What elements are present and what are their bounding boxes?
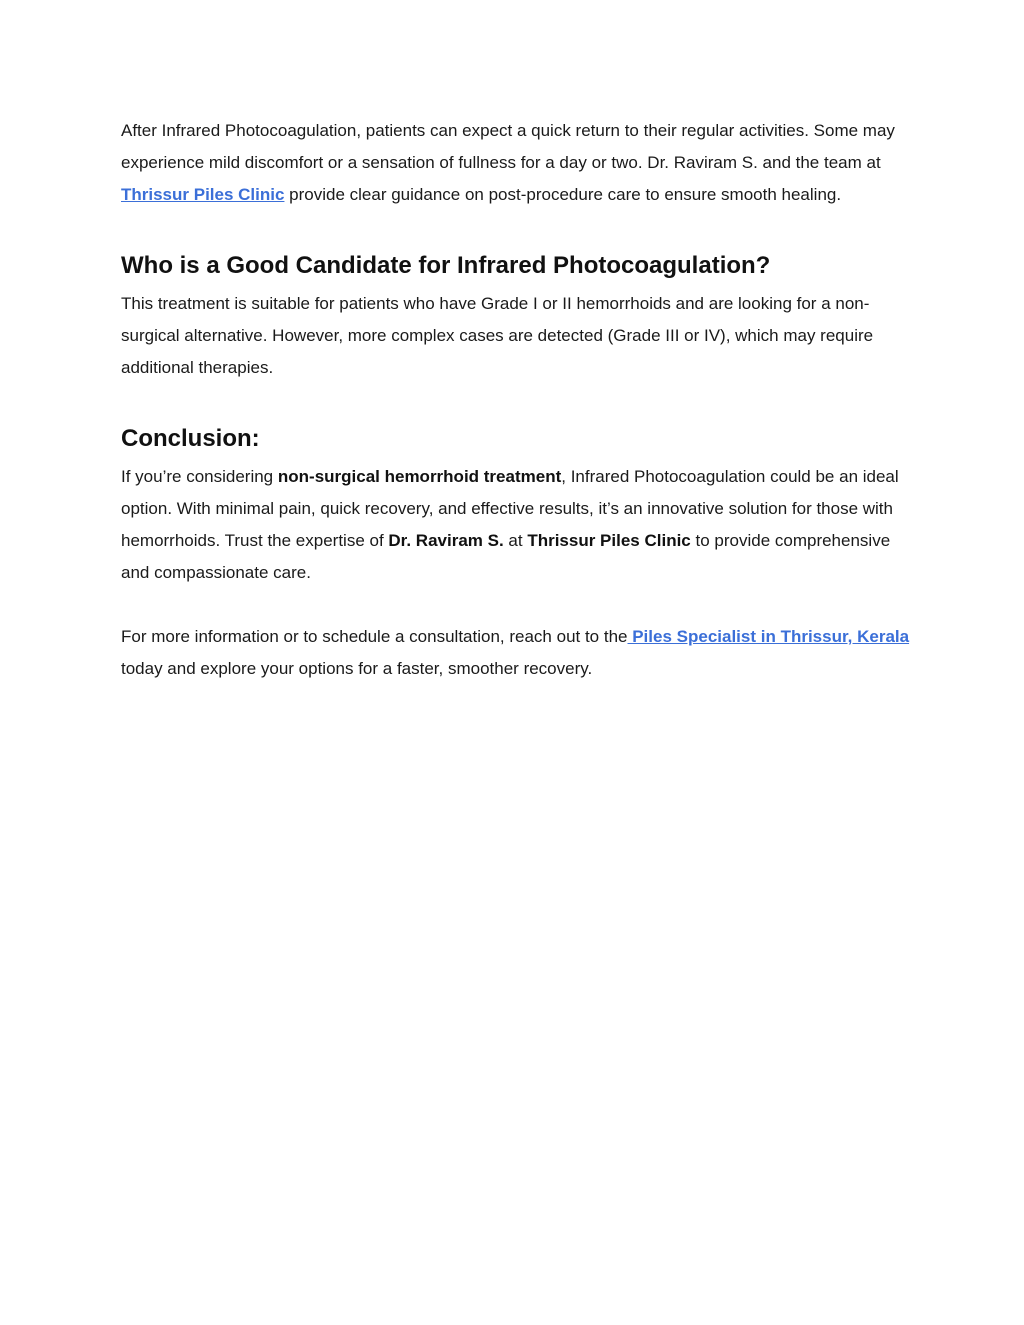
conclusion-text-3: at: [503, 531, 528, 550]
contact-paragraph: [121, 621, 911, 685]
conclusion-text-1: If you’re considering: [121, 467, 278, 486]
piles-specialist-link[interactable]: Piles Specialist in Thrissur, Kerala: [627, 627, 910, 646]
conclusion-paragraph: [121, 461, 911, 589]
contact-text-1: For more information or to schedule a consultation, reach out to the: [121, 627, 628, 646]
conclusion-bold-clinic: Thrissur Piles Clinic: [527, 531, 691, 550]
conclusion-bold-doctor: Dr. Raviram S.: [388, 531, 504, 550]
thrissur-piles-clinic-link[interactable]: Thrissur Piles Clinic: [121, 185, 285, 204]
intro-paragraph: [121, 115, 911, 211]
candidate-heading: Who is a Good Candidate for Infrared Photocoagulation?: [121, 252, 771, 279]
conclusion-text-2: , Infrared Photocoagulation could be an ideal option. With minimal pain, quick recovery, and effective results, it’s an innovative solution for those with hemorrhoids. Trust the expertise of: [121, 467, 899, 550]
intro-text-1: After Infrared Photocoagulation, patients can expect a quick return to their regular activities. Some may experience mild discomfort or a sensation of fullness for a day or two. Dr. Raviram S. and the team at: [121, 121, 895, 172]
candidate-paragraph: This treatment is suitable for patients who have Grade I or II hemorrhoids and are looking for a non-surgical alternative. However, more complex cases are detected (Grade III or IV), which may require additional therapies.: [121, 294, 874, 377]
intro-text-2: provide clear guidance on post-procedure care to ensure smooth healing.: [284, 185, 842, 204]
conclusion-heading: Conclusion:: [121, 425, 260, 452]
conclusion-text-4: to provide comprehensive and compassionate care.: [121, 531, 891, 582]
contact-text-2: today and explore your options for a faster, smoother recovery.: [121, 659, 593, 678]
conclusion-bold-treatment: non-surgical hemorrhoid treatment: [277, 467, 562, 486]
document-page: [121, 115, 911, 685]
